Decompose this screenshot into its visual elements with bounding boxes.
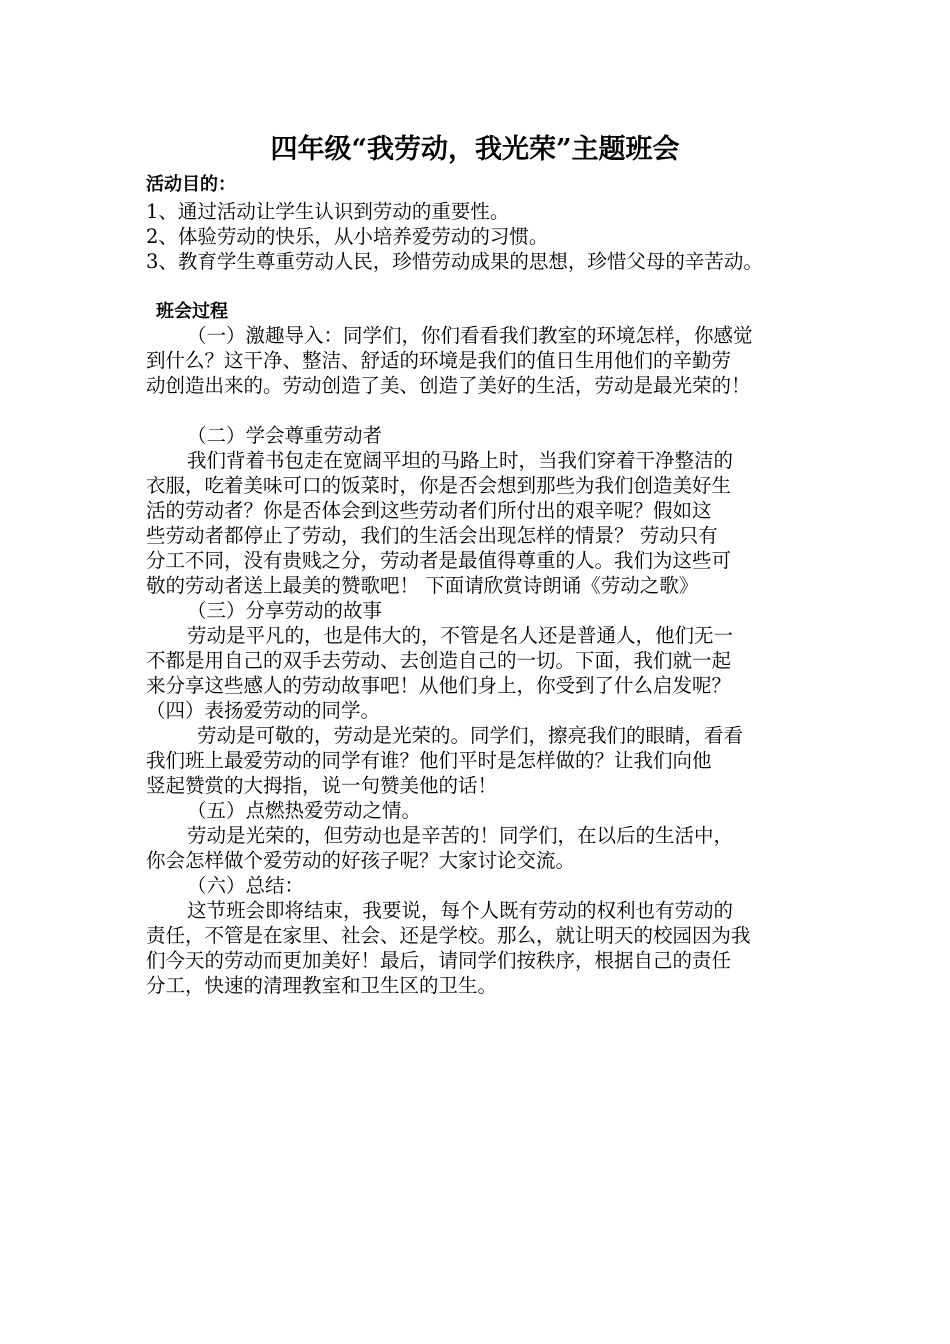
paragraph-line: 竖起赞赏的大拇指，说一句赞美他的话！ [146, 774, 498, 797]
document-title: 四年级“我劳动，我光荣”主题班会 [270, 134, 680, 165]
section-heading: （五）点燃热爱劳动之情。 [187, 799, 422, 822]
paragraph-line: 这节班会即将结束，我要说，每个人既有劳动的权利也有劳动的 [187, 899, 734, 922]
goal-item: 3、教育学生尊重劳动人民，珍惜劳动成果的思想，珍惜父母的辛苦动。 [146, 250, 763, 273]
paragraph-line: 劳动是平凡的，也是伟大的，不管是名人还是普通人，他们无一 [187, 624, 734, 647]
paragraph-line: 分工，快速的清理教室和卫生区的卫生。 [146, 974, 498, 997]
paragraph-line: 敬的劳动者送上最美的赞歌吧！ 下面请欣赏诗朗诵《劳动之歌》 [146, 574, 699, 597]
paragraph-line: 不都是用自己的双手去劳动、去创造自己的一切。下面，我们就一起 [146, 649, 732, 672]
paragraph-line: 你会怎样做个爱劳动的好孩子呢？大家讨论交流。 [146, 849, 576, 872]
paragraph-line: 分工不同，没有贵贱之分，劳动者是最值得尊重的人。我们为这些可 [146, 549, 732, 572]
paragraph-line: 来分享这些感人的劳动故事吧！从他们身上，你受到了什么启发呢？ [146, 674, 732, 697]
section-heading: （二）学会尊重劳动者 [187, 424, 383, 447]
goal-item: 2、体验劳动的快乐，从小培养爱劳动的习惯。 [146, 225, 549, 248]
paragraph-line: 活的劳动者？你是否体会到这些劳动者们所付出的艰辛呢？假如这 [146, 499, 712, 522]
paragraph-line: 们今天的劳动而更加美好！最后，请同学们按秩序，根据自己的责任 [146, 949, 732, 972]
paragraph-line: 劳动是可敬的，劳动是光荣的。同学们，擦亮我们的眼睛，看看 [197, 724, 744, 747]
process-heading: 班会过程 [156, 301, 228, 322]
section-heading: （三）分享劳动的故事 [187, 599, 383, 622]
paragraph-line: 我们背着书包走在宽阔平坦的马路上时，当我们穿着干净整洁的 [187, 449, 734, 472]
paragraph-line: 衣服，吃着美味可口的饭菜时，你是否会想到那些为我们创造美好生 [146, 474, 732, 497]
section-heading: （六）总结： [187, 874, 305, 897]
goals-heading: 活动目的： [146, 174, 236, 195]
paragraph-line: 动创造出来的。劳动创造了美、创造了美好的生活，劳动是最光荣的！ [146, 374, 751, 397]
paragraph-line: 到什么？这干净、整洁、舒适的环境是我们的值日生用他们的辛勤劳 [146, 349, 732, 372]
section-heading: （四）表扬爱劳动的同学。 [146, 699, 381, 722]
goal-item: 1、通过活动让学生认识到劳动的重要性。 [146, 200, 510, 223]
paragraph-line: 责任，不管是在家里、社会、还是学校。那么，就让明天的校园因为我 [146, 924, 751, 947]
paragraph-line: 些劳动者都停止了劳动，我们的生活会出现怎样的情景？ 劳动只有 [146, 524, 718, 547]
paragraph-line: 劳动是光荣的，但劳动也是辛苦的！同学们，在以后的生活中， [187, 824, 734, 847]
paragraph-line: （一）激趣导入：同学们，你们看看我们教室的环境怎样，你感觉 [187, 324, 753, 347]
paragraph-line: 我们班上最爱劳动的同学有谁？他们平时是怎样做的？让我们向他 [146, 749, 712, 772]
